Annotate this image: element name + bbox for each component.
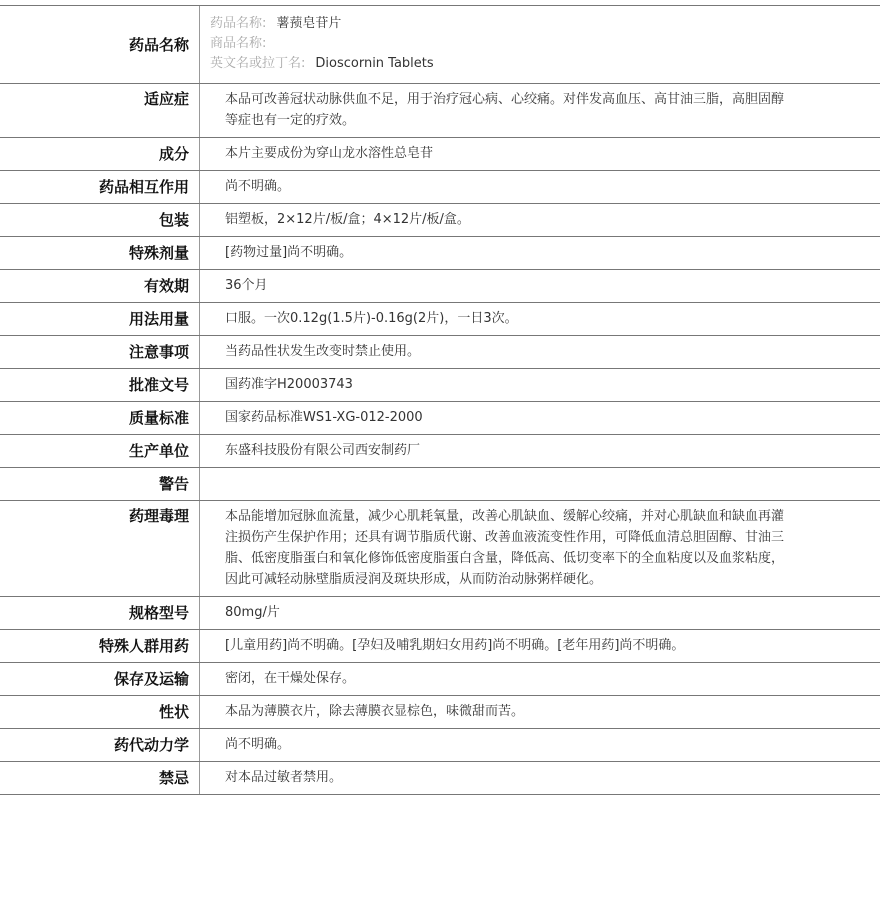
row-label: 注意事项 xyxy=(0,336,200,368)
row-warning xyxy=(0,468,880,501)
row-special-populations xyxy=(0,630,880,663)
row-label: 特殊剂量 xyxy=(0,237,200,269)
row-ingredients xyxy=(0,138,880,171)
row-interactions xyxy=(0,171,880,204)
trade-name-line xyxy=(210,34,790,54)
english-name-value: Dioscornin Tablets xyxy=(315,56,434,71)
row-pharmacokinetics xyxy=(0,729,880,762)
generic-name-value: 薯蓣皂苷片 xyxy=(276,16,342,31)
row-label: 药品名称 xyxy=(0,6,200,83)
row-value: 本品为薄膜衣片，除去薄膜衣显棕色，味微甜而苦。 xyxy=(225,704,525,719)
row-label: 性状 xyxy=(0,696,200,728)
drug-info-table xyxy=(0,5,880,795)
row-label: 成分 xyxy=(0,138,200,170)
row-value: [药物过量]尚不明确。 xyxy=(225,245,353,260)
row-value: 口服。一次0.12g(1.5片)-0.16g(2片)，一日3次。 xyxy=(225,311,518,326)
row-value: 本品能增加冠脉血流量，减少心肌耗氧量，改善心肌缺血、缓解心绞痛，并对心肌缺血和缺血再灌注损伤产生保护作用；还具有调节脂质代谢、改善血液流变性作用，可降低血清总胆固醇、甘油三脂、低密度脂蛋白和氧化修饰低密度脂蛋白含量，降低高、低切变率下的全血粘度以及血浆粘度，因此可减轻动脉壁脂质浸润及斑块形成，从而防治动脉粥样硬化。 xyxy=(225,509,785,587)
generic-name-key: 药品名称: xyxy=(210,16,267,31)
row-label: 用法用量 xyxy=(0,303,200,335)
row-approval-number xyxy=(0,369,880,402)
row-dosage xyxy=(0,303,880,336)
row-label: 药品相互作用 xyxy=(0,171,200,203)
row-value: 铝塑板，2×12片/板/盒；4×12片/板/盒。 xyxy=(225,212,470,227)
english-name-line xyxy=(210,54,790,74)
generic-name-line xyxy=(210,14,790,34)
row-value: 当药品性状发生改变时禁止使用。 xyxy=(225,344,421,359)
row-indications xyxy=(0,84,880,138)
row-quality-standard xyxy=(0,402,880,435)
row-value: 对本品过敏者禁用。 xyxy=(225,770,343,785)
row-value: 国家药品标准WS1-XG-012-2000 xyxy=(225,410,423,425)
row-special-dosage xyxy=(0,237,880,270)
row-label: 质量标准 xyxy=(0,402,200,434)
row-label: 药理毒理 xyxy=(0,501,200,596)
row-value: 国药准字H20003743 xyxy=(225,377,353,392)
row-value: 尚不明确。 xyxy=(225,737,291,752)
row-value xyxy=(200,468,880,500)
row-value: 本片主要成份为穿山龙水溶性总皂苷 xyxy=(225,146,434,161)
row-contraindications xyxy=(0,762,880,795)
row-drug-name xyxy=(0,6,880,84)
row-label: 禁忌 xyxy=(0,762,200,794)
row-label: 适应症 xyxy=(0,84,200,137)
row-precautions xyxy=(0,336,880,369)
row-label: 生产单位 xyxy=(0,435,200,467)
row-label: 特殊人群用药 xyxy=(0,630,200,662)
row-specification xyxy=(0,597,880,630)
row-label: 规格型号 xyxy=(0,597,200,629)
row-pharmacology xyxy=(0,501,880,597)
row-value: 密闭，在干燥处保存。 xyxy=(225,671,356,686)
row-value: 36个月 xyxy=(225,278,268,293)
english-name-key: 英文名或拉丁名: xyxy=(210,56,306,71)
row-label: 有效期 xyxy=(0,270,200,302)
row-value: [儿童用药]尚不明确。[孕妇及哺乳期妇女用药]尚不明确。[老年用药]尚不明确。 xyxy=(225,638,685,653)
row-label: 药代动力学 xyxy=(0,729,200,761)
trade-name-key: 商品名称: xyxy=(210,36,267,51)
row-value: 东盛科技股份有限公司西安制药厂 xyxy=(225,443,421,458)
row-label: 包装 xyxy=(0,204,200,236)
row-value: 本品可改善冠状动脉供血不足，用于治疗冠心病、心绞痛。对伴发高血压、高甘油三脂，高胆固醇等症也有一定的疗效。 xyxy=(225,92,785,128)
row-label: 批准文号 xyxy=(0,369,200,401)
row-label: 保存及运输 xyxy=(0,663,200,695)
row-shelf-life xyxy=(0,270,880,303)
row-description xyxy=(0,696,880,729)
row-value: 80mg/片 xyxy=(225,605,280,620)
row-label: 警告 xyxy=(0,468,200,500)
row-storage xyxy=(0,663,880,696)
row-value: 尚不明确。 xyxy=(225,179,291,194)
row-manufacturer xyxy=(0,435,880,468)
row-packaging xyxy=(0,204,880,237)
drug-name-values xyxy=(200,6,880,83)
